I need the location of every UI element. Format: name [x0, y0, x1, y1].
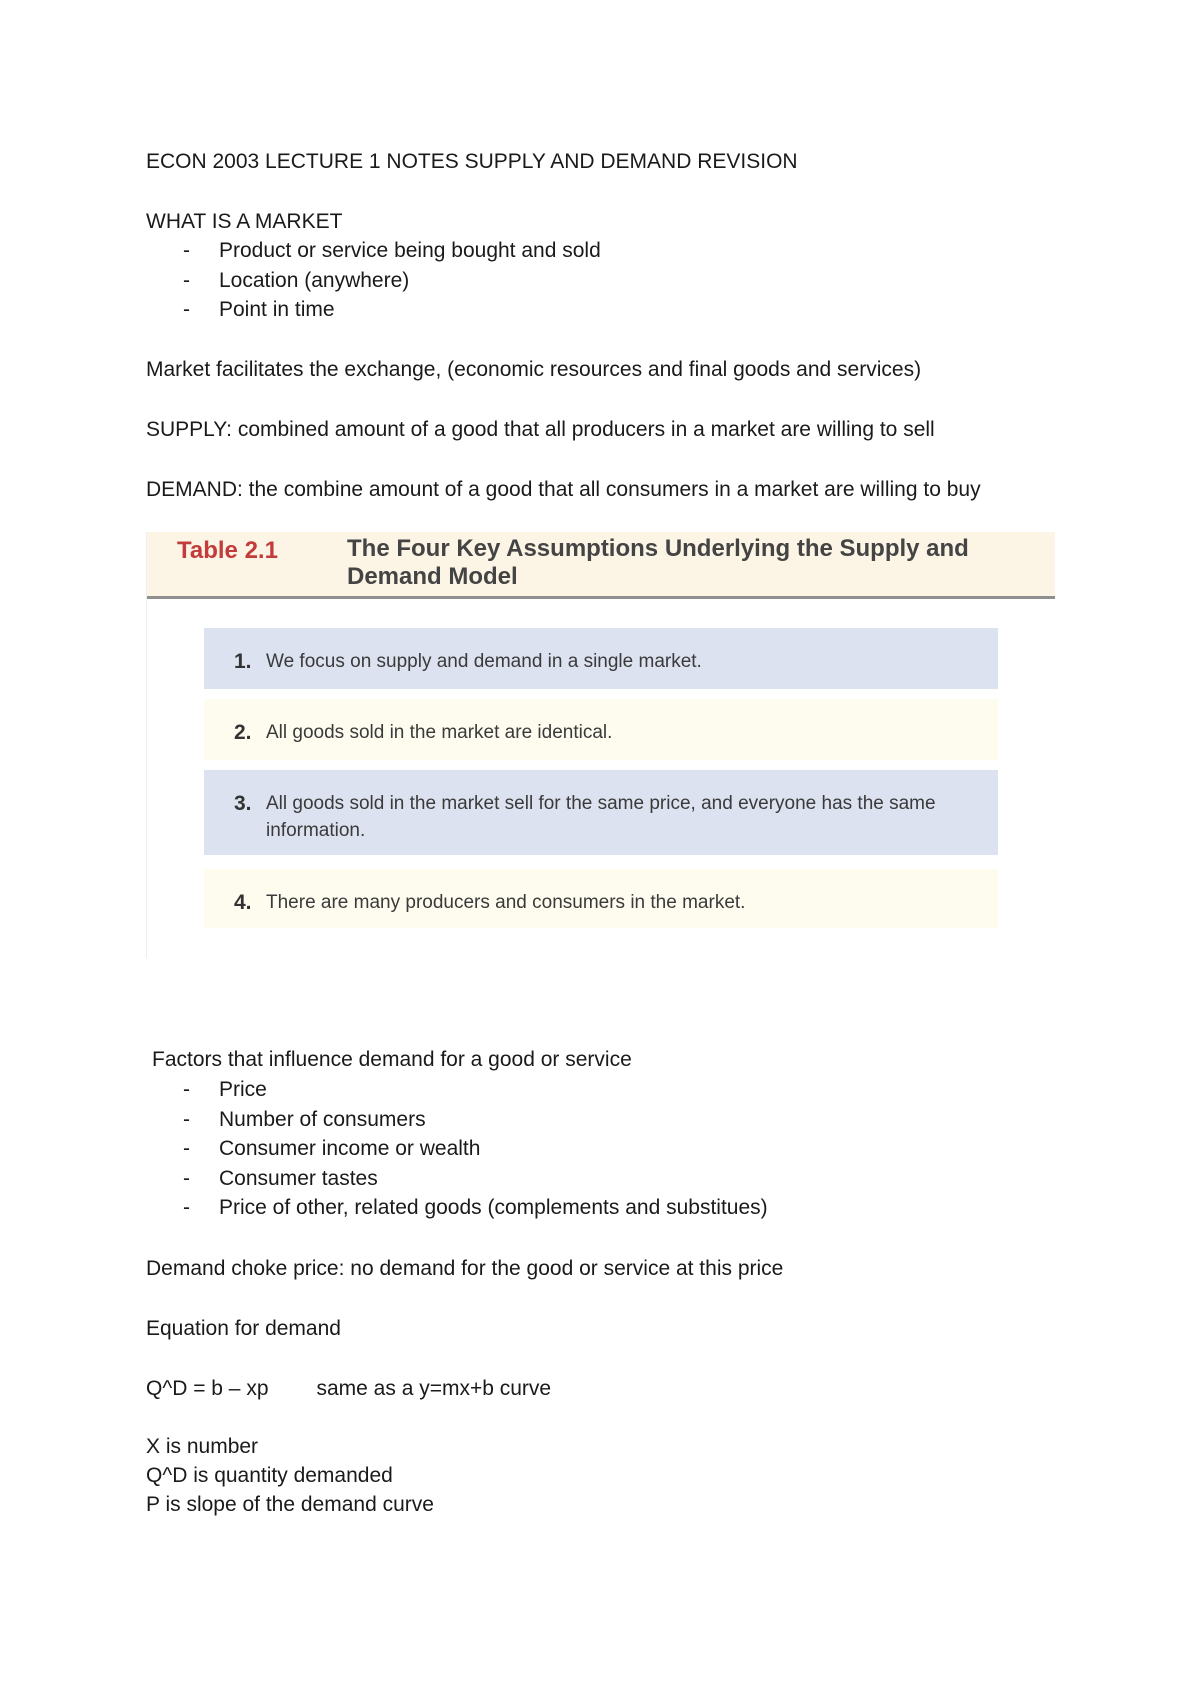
list-item [146, 1075, 768, 1105]
row-number: 2. [234, 721, 252, 744]
demand-definition: DEMAND: the combine amount of a good that all consumers in a market are willing to buy [146, 478, 981, 501]
row-text: We focus on supply and demand in a single market. [266, 651, 702, 672]
list-item-text: Product or service being bought and sold [219, 239, 601, 262]
table-header [147, 532, 1055, 599]
equation-lhs: Q^D = b – xp [146, 1377, 269, 1400]
table-row [204, 699, 998, 760]
table-figure [146, 532, 1055, 958]
choke-price-text: Demand choke price: no demand for the good or service at this price [146, 1257, 784, 1280]
definition-qd: Q^D is quantity demanded [146, 1464, 393, 1487]
row-number: 3. [234, 792, 252, 815]
equation-heading: Equation for demand [146, 1317, 341, 1340]
bullet-dash: - [183, 1166, 190, 1190]
market-facilitates-text: Market facilitates the exchange, (economic resources and final goods and services) [146, 358, 922, 381]
list-item [146, 1105, 768, 1135]
list-item [146, 236, 601, 266]
table-number: Table 2.1 [177, 537, 278, 564]
table-row [204, 770, 998, 855]
factors-list [146, 1075, 768, 1223]
table-rows [204, 628, 998, 928]
list-item-text: Point in time [219, 298, 335, 321]
row-number: 4. [234, 891, 252, 914]
market-heading: WHAT IS A MARKET [146, 210, 343, 233]
bullet-dash: - [183, 268, 190, 292]
list-item-text: Number of consumers [219, 1107, 426, 1131]
list-item-text: Location (anywhere) [219, 268, 410, 292]
bullet-dash: - [183, 1078, 190, 1101]
bullet-dash: - [183, 1137, 190, 1160]
bullet-dash: - [183, 239, 190, 262]
list-item-text: Consumer income or wealth [219, 1137, 481, 1160]
list-item [146, 1134, 768, 1164]
document-title: ECON 2003 LECTURE 1 NOTES SUPPLY AND DEMAND REVISION [146, 150, 798, 173]
table-row [204, 628, 998, 689]
table-title: The Four Key Assumptions Underlying the Supply and Demand Model [347, 535, 969, 590]
list-item [146, 1164, 768, 1194]
list-item-text: Consumer tastes [219, 1166, 378, 1190]
factors-heading: Factors that influence demand for a good or service [152, 1048, 632, 1071]
bullet-dash: - [183, 298, 190, 321]
row-number: 1. [234, 650, 252, 673]
list-item [146, 295, 601, 325]
supply-definition: SUPPLY: combined amount of a good that all producers in a market are willing to sell [146, 418, 935, 441]
row-text: There are many producers and consumers in the market. [266, 892, 746, 913]
definition-p: P is slope of the demand curve [146, 1493, 434, 1516]
equation-rhs: same as a y=mx+b curve [316, 1377, 552, 1400]
row-text: All goods sold in the market are identical. [266, 722, 613, 743]
list-item [146, 1193, 768, 1223]
list-item-text: Price [219, 1078, 267, 1101]
bullet-dash: - [183, 1107, 190, 1131]
row-text: All goods sold in the market sell for the same price, and everyone has the same information. [266, 793, 936, 841]
list-item-text: Price of other, related goods (complements and substitues) [219, 1196, 768, 1219]
definition-x: X is number [146, 1435, 259, 1458]
table-row [204, 869, 998, 928]
bullet-dash: - [183, 1196, 190, 1219]
demand-equation [146, 1375, 551, 1403]
list-item [146, 266, 601, 296]
market-list [146, 236, 601, 325]
